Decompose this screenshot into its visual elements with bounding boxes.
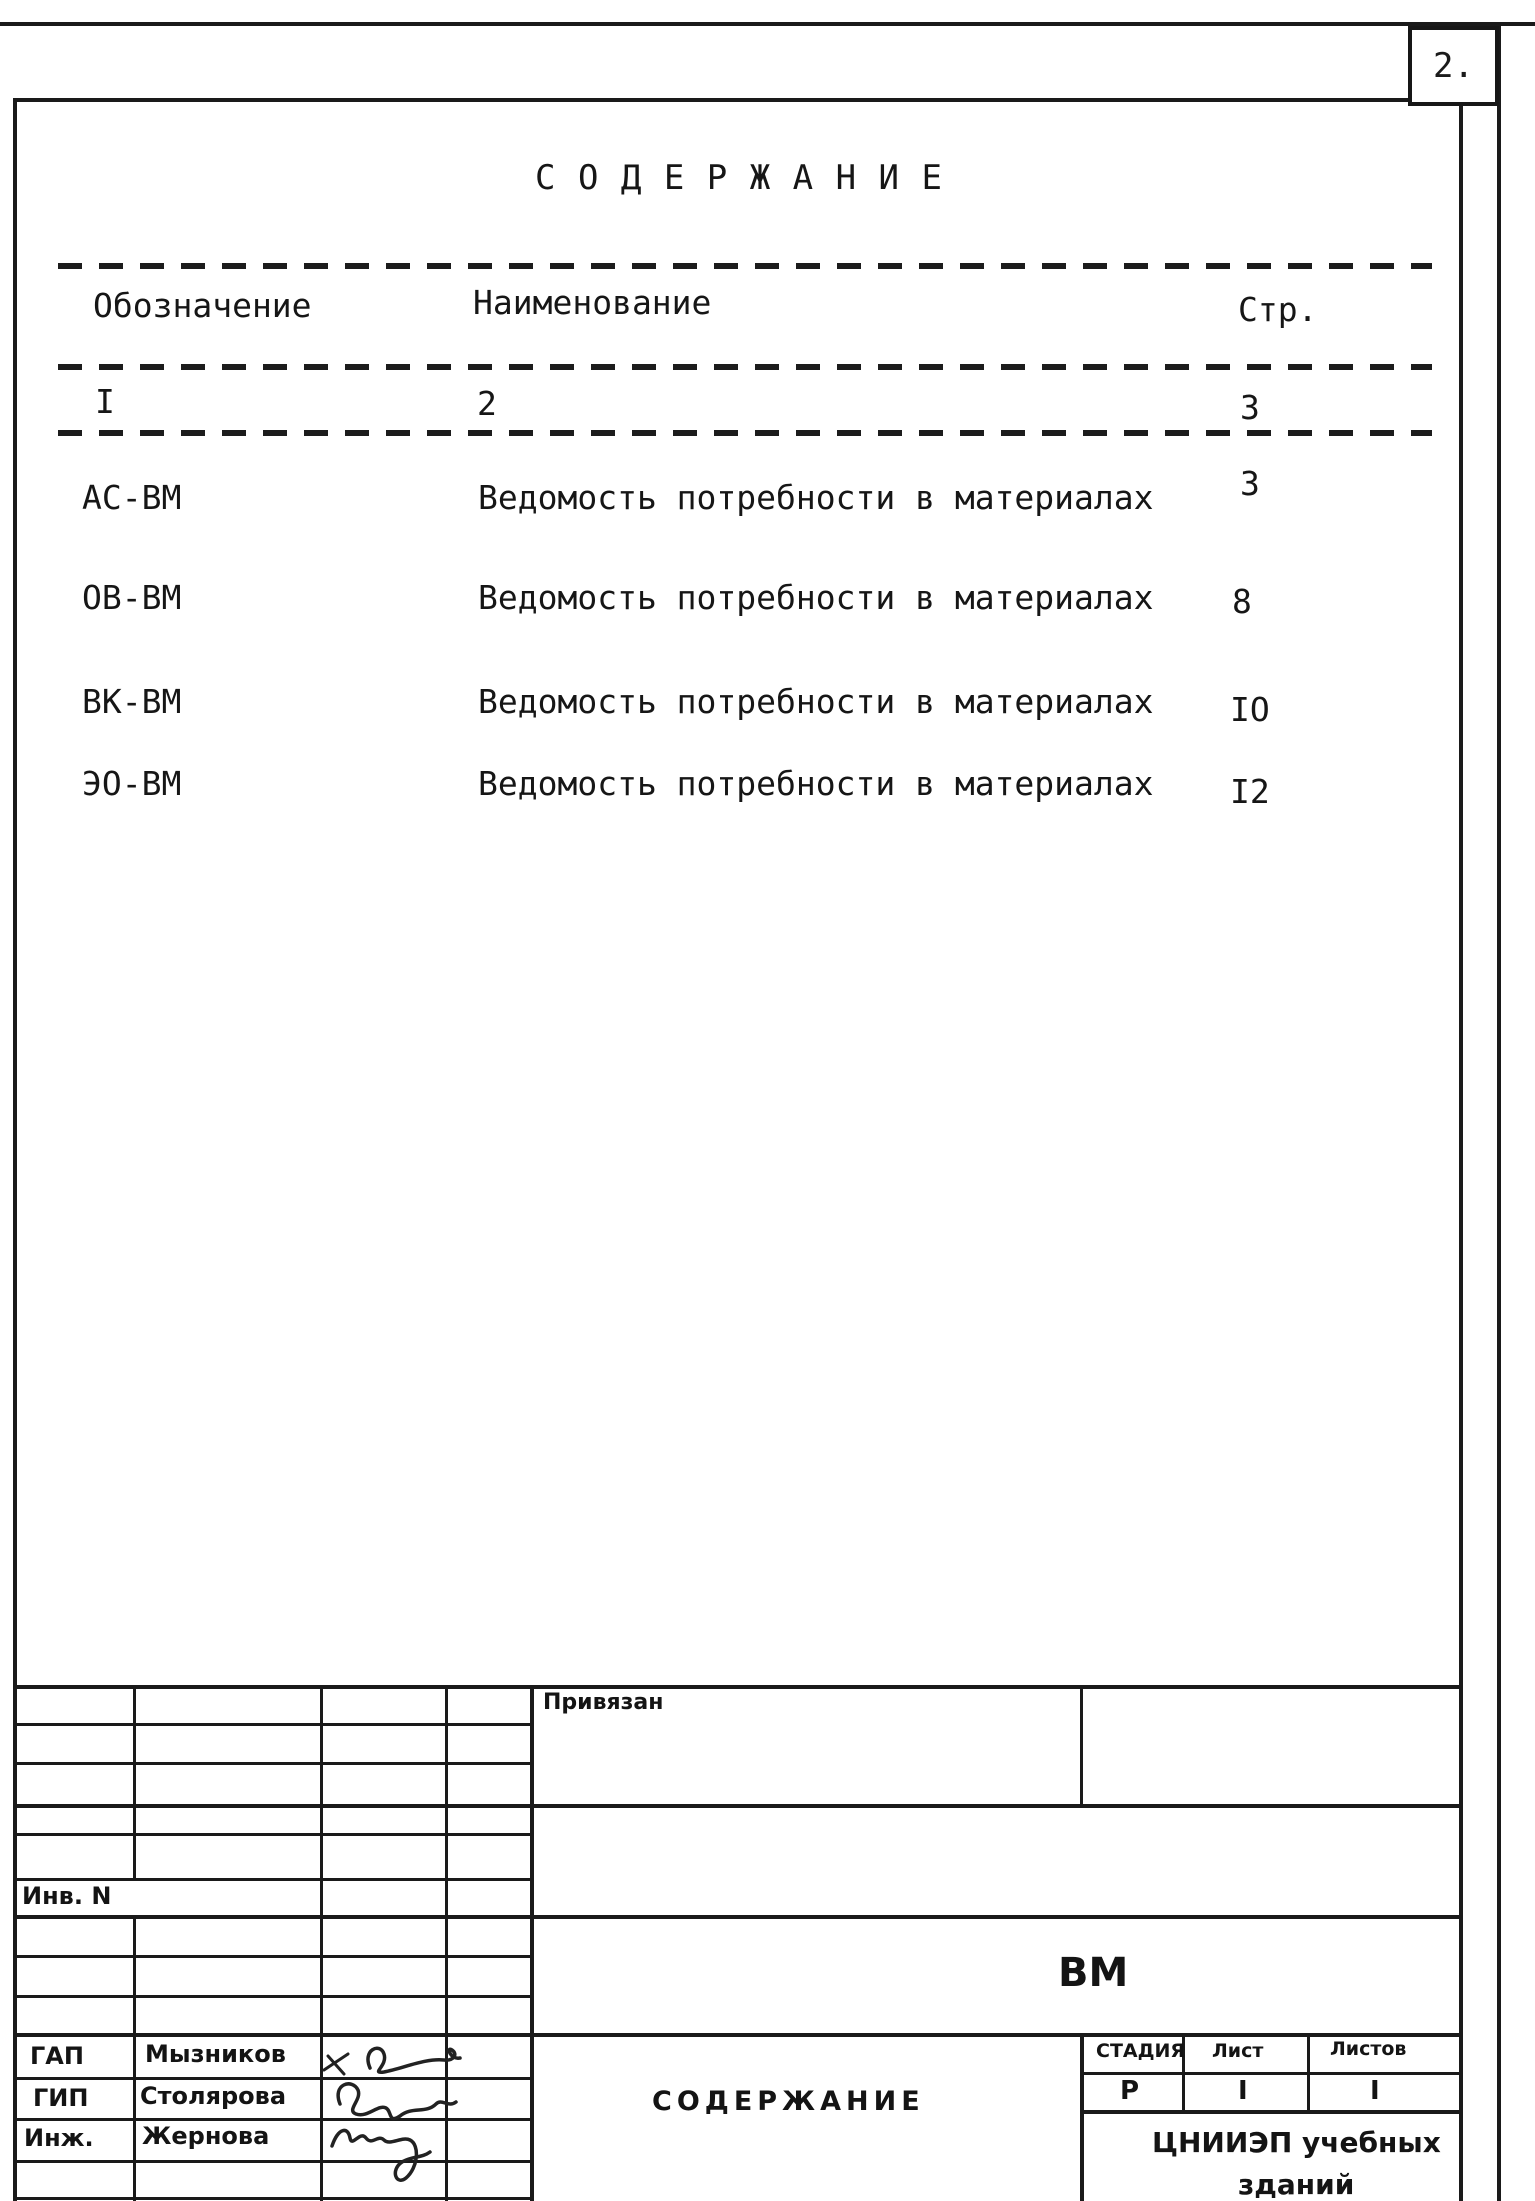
row-name: Ведомость потребности в материалах: [478, 478, 1154, 517]
titleblock-line: [1307, 2033, 1310, 2113]
stage-value: Р: [1120, 2076, 1140, 2106]
row-name: Ведомость потребности в материалах: [478, 764, 1154, 803]
row-page: 3: [1240, 464, 1260, 503]
row-designation: АС-ВМ: [82, 478, 182, 517]
row-page: IО: [1230, 690, 1270, 729]
organization-name: ЦНИИЭП учебных: [1152, 2126, 1441, 2159]
col-header-page: Стр.: [1238, 290, 1318, 329]
signer-role: ГИП: [33, 2084, 89, 2112]
stage-label: СТАДИЯ: [1096, 2040, 1186, 2062]
toc-rule-top: [58, 263, 1432, 269]
titleblock-line: [13, 1804, 1463, 1808]
titleblock-line: [13, 2033, 1463, 2037]
sheets-label: Листов: [1330, 2038, 1407, 2060]
page-number: 2.: [1433, 46, 1474, 86]
toc-row: [0, 682, 1463, 729]
sheet-label: Лист: [1212, 2040, 1264, 2062]
outer-top-border: [0, 22, 1535, 26]
toc-rule-mid: [58, 364, 1432, 370]
titleblock-line: [13, 2197, 530, 2200]
toc-row: [0, 464, 1463, 518]
signer-role: ГАП: [30, 2042, 84, 2070]
outer-right-border: [1497, 24, 1501, 2201]
signer-name: Жернова: [142, 2122, 270, 2150]
organization-name: зданий: [1238, 2168, 1355, 2201]
titleblock-line: [13, 1915, 1463, 1919]
col-number-1: I: [95, 382, 115, 421]
col-header-name: Наименование: [473, 283, 712, 322]
titleblock-line: [13, 1833, 530, 1836]
toc-title: С О Д Е Р Ж А Н И Е: [535, 158, 943, 198]
row-page: I2: [1230, 772, 1270, 811]
sheet-title: СОДЕРЖАНИЕ: [652, 2086, 925, 2117]
sheets-value: I: [1370, 2076, 1380, 2106]
linked-label: Привязан: [543, 1690, 664, 1715]
titleblock-line: [1080, 2033, 1084, 2201]
titleblock-line: [133, 1915, 136, 2201]
titleblock-line: [13, 1762, 530, 1765]
titleblock-line: [13, 1723, 530, 1726]
titleblock-line: [13, 1955, 530, 1958]
inventory-label: Инв. N: [22, 1882, 112, 1910]
col-number-3: 3: [1240, 388, 1260, 427]
toc-row: [0, 578, 1463, 621]
col-number-2: 2: [477, 384, 497, 423]
frame-left-border: [13, 98, 17, 2201]
titleblock-line: [1080, 2110, 1463, 2114]
row-designation: ЭО-ВМ: [82, 764, 182, 803]
titleblock-line: [133, 1685, 136, 1878]
signer-name: Мызников: [145, 2040, 286, 2068]
signature-scribble: [318, 2112, 468, 2192]
col-header-designation: Обозначение: [93, 286, 312, 325]
row-page: 8: [1232, 582, 1252, 621]
titleblock-line: [13, 1995, 530, 1998]
frame-right-border: [1459, 100, 1463, 2201]
titleblock-line: [1080, 1685, 1083, 1808]
page-number-box: [1408, 26, 1499, 106]
document-code: ВМ: [1058, 1950, 1129, 1996]
titleblock-line: [13, 1685, 1463, 1689]
titleblock-line: [1080, 2072, 1463, 2075]
titleblock-line: [530, 1685, 534, 2201]
signer-name: Столярова: [140, 2082, 287, 2110]
row-name: Ведомость потребности в материалах: [478, 682, 1154, 721]
row-designation: ОВ-ВМ: [82, 578, 182, 617]
sheet-value: I: [1238, 2076, 1248, 2106]
toc-rule-bottom: [58, 430, 1432, 436]
titleblock-line: [13, 1878, 530, 1881]
signer-role: Инж.: [24, 2124, 94, 2152]
toc-row: [0, 764, 1463, 811]
row-designation: ВК-ВМ: [82, 682, 182, 721]
frame-top-border: [13, 98, 1463, 102]
row-name: Ведомость потребности в материалах: [478, 578, 1154, 617]
